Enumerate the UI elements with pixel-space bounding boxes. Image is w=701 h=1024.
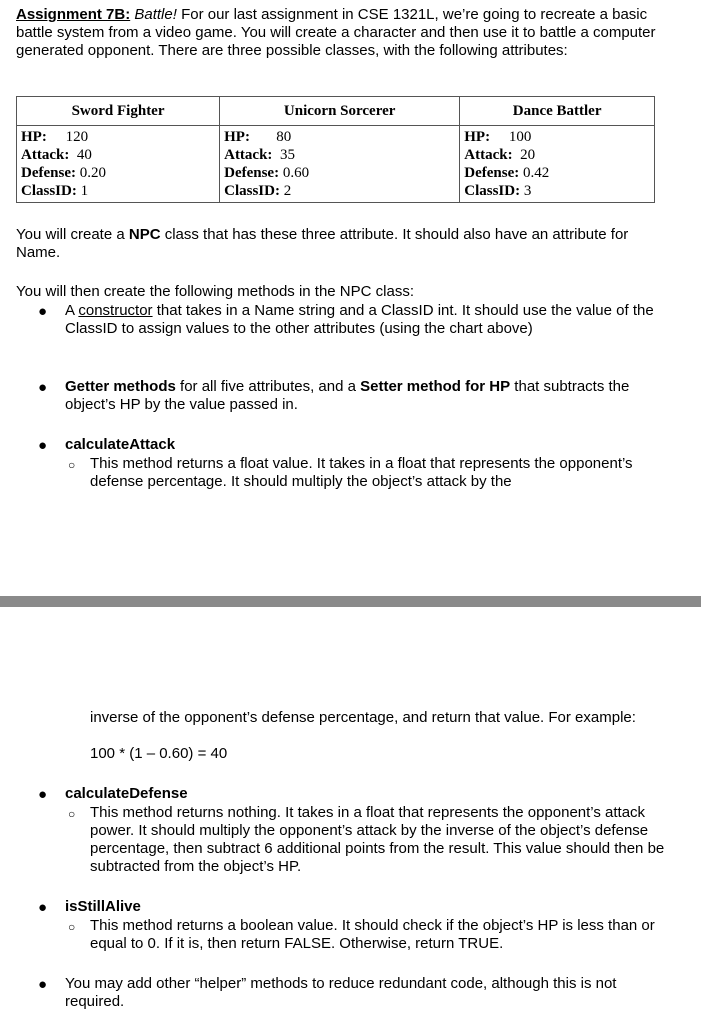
bullet-icon: ●	[38, 976, 48, 993]
attack-value: 35	[279, 147, 295, 163]
class-header-dance-battler: Dance Battler	[460, 97, 655, 126]
page-separator	[0, 596, 701, 607]
hp-label: HP:	[21, 129, 47, 145]
npc-text-before: You will create a	[16, 226, 129, 243]
intro-text: For our last assignment in CSE 1321L, we’re going to recreate a basic battle system from a video game. You will create a character and then use it to battle a computer generated opponent. There are three possible classes, with the following attributes:	[16, 6, 656, 59]
npc-keyword: NPC	[128, 226, 161, 243]
sub-bullet-icon: ○	[68, 920, 76, 934]
sub-bullet-icon: ○	[68, 458, 76, 472]
constructor-keyword: constructor	[78, 302, 153, 319]
bullet-icon: ●	[38, 303, 48, 320]
getter-text-after: that subtracts the object’s HP by the value passed in.	[65, 378, 630, 413]
class-stats-dance-battler	[460, 126, 655, 203]
class-stats-unicorn-sorcerer	[220, 126, 460, 203]
attack-label: Attack:	[21, 147, 70, 163]
classid-label: ClassID:	[21, 183, 77, 199]
defense-label: Defense:	[21, 165, 76, 181]
defense-value: 0.60	[282, 165, 310, 181]
calculate-defense-desc: This method returns nothing. It takes in a float that represents the opponent’s attack power. It should multiply the opponent’s attack by the inverse of the object’s defense percentage, then subtract 6 additional points from the result. This value should then be subtracted from the object’s HP.	[90, 804, 665, 875]
is-still-alive-heading	[65, 898, 665, 916]
is-still-alive-desc: This method returns a boolean value. It should check if the object’s HP is less than or equal to 0. If it is, then return FALSE. Otherwise, return TRUE.	[90, 917, 655, 952]
is-still-alive-name: isStillAlive	[65, 898, 141, 915]
constructor-item	[65, 302, 665, 338]
attack-value: 40	[76, 147, 92, 163]
classid-label: ClassID:	[464, 183, 521, 199]
constructor-text-before: A	[65, 302, 79, 319]
class-header-unicorn-sorcerer: Unicorn Sorcerer	[220, 97, 460, 126]
attack-label: Attack:	[224, 147, 273, 163]
calculate-attack-name: calculateAttack	[65, 436, 176, 453]
npc-class-paragraph	[16, 226, 676, 262]
npc-text-after: class that has these three attribute. It should also have an attribute for Name.	[16, 226, 629, 261]
classid-value: 2	[283, 183, 292, 199]
bullet-icon: ●	[38, 899, 48, 916]
hp-value: 120	[65, 129, 89, 145]
calculate-defense-heading	[65, 785, 665, 803]
defense-value: 0.20	[79, 165, 106, 181]
calculate-attack-desc-part2: inverse of the opponent’s defense percentage, and return that value. For example:	[90, 709, 636, 726]
assignment-title: Assignment 7B:	[16, 6, 131, 23]
calculate-attack-desc-part1: This method returns a float value. It takes in a float that represents the opponent’s defense percentage. It should multiply the object’s attack by the	[90, 455, 633, 490]
methods-intro: You will then create the following methods in the NPC class:	[16, 283, 414, 300]
classid-label: ClassID:	[224, 183, 280, 199]
attack-value: 20	[520, 147, 536, 163]
defense-label: Defense:	[224, 165, 280, 181]
defense-label: Defense:	[464, 165, 520, 181]
battle-emphasis: Battle!	[134, 6, 177, 23]
calculate-defense-name: calculateDefense	[65, 785, 188, 802]
constructor-text-after: that takes in a Name string and a ClassID int. It should use the value of the ClassID to assign values to the other attributes (using the chart above)	[65, 302, 654, 337]
hp-label: HP:	[464, 129, 491, 145]
sub-bullet-icon: ○	[68, 807, 76, 821]
document-page-2	[0, 607, 701, 1024]
class-stats-sword-fighter	[17, 126, 220, 203]
hp-label: HP:	[224, 129, 250, 145]
getter-text-mid: for all five attributes, and a	[175, 378, 361, 395]
setter-keyword: Setter method for HP	[360, 378, 511, 395]
hp-value: 100	[508, 129, 532, 145]
calculate-attack-heading	[65, 436, 665, 454]
calculate-attack-example: 100 * (1 – 0.60) = 40	[90, 745, 228, 762]
intro-paragraph	[16, 6, 686, 60]
classid-value: 3	[523, 183, 532, 199]
bullet-icon: ●	[38, 379, 48, 396]
class-attributes-table	[16, 96, 655, 203]
helper-methods-note: You may add other “helper” methods to reduce redundant code, although this is not required.	[65, 975, 617, 1010]
defense-value: 0.42	[522, 165, 550, 181]
class-header-sword-fighter: Sword Fighter	[17, 97, 220, 126]
bullet-icon: ●	[38, 437, 48, 454]
getter-keyword: Getter methods	[65, 378, 176, 395]
classid-value: 1	[80, 183, 89, 199]
getter-setter-item	[65, 378, 665, 414]
hp-value: 80	[276, 129, 292, 145]
bullet-icon: ●	[38, 786, 48, 803]
attack-label: Attack:	[464, 147, 513, 163]
